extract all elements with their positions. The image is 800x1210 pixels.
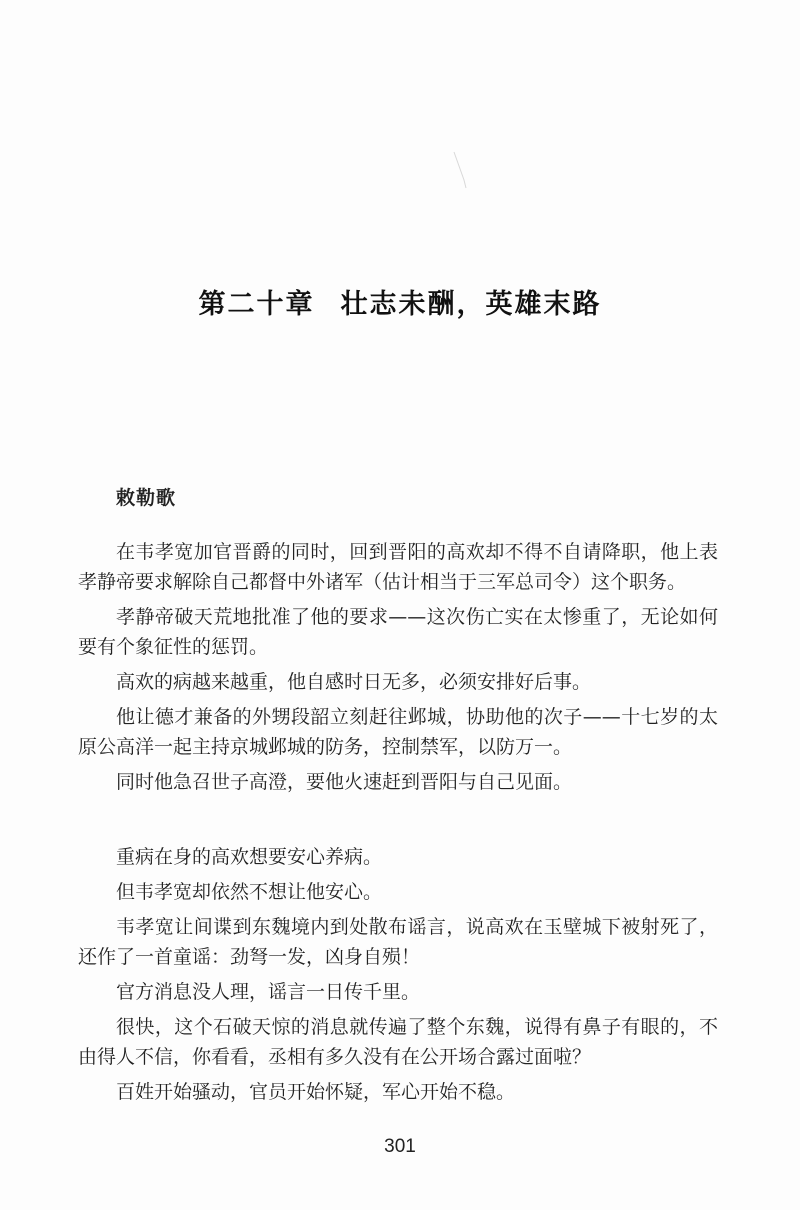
chapter-title xyxy=(0,282,800,321)
paragraph: 官方消息没人理，谣言一日传千里。 xyxy=(116,981,421,1003)
paragraph: 高欢的病越来越重，他自感时日无多，必须安排好后事。 xyxy=(116,671,592,693)
paragraph: 重病在身的高欢想要安心养病。 xyxy=(116,846,383,868)
page-number: 301 xyxy=(384,1136,416,1157)
paragraph: 同时他急召世子高澄，要他火速赶到晋阳与自己见面。 xyxy=(116,771,573,793)
chapter-number: 第二十章 xyxy=(198,289,315,320)
body-text-block-2 xyxy=(78,842,718,1112)
paragraph: 他让德才兼备的外甥段韶立刻赶往邺城，协助他的次子——十七岁的太原公高洋一起主持京城邺城的防务，控制禁军，以防万一。 xyxy=(78,706,718,758)
paragraph: 韦孝宽让间谍到东魏境内到处散布谣言，说高欢在玉壁城下被射死了，还作了一首童谣：劲弩一发，凶身自殒！ xyxy=(78,916,718,968)
paragraph: 孝静帝破天荒地批准了他的要求——这次伤亡实在太惨重了，无论如何要有个象征性的惩罚。 xyxy=(78,606,718,658)
scan-artifact-mark xyxy=(452,150,474,190)
paragraph: 但韦孝宽却依然不想让他安心。 xyxy=(116,881,383,903)
section-heading: 敕勒歌 xyxy=(116,487,177,509)
paragraph: 百姓开始骚动，官员开始怀疑，军心开始不稳。 xyxy=(116,1081,516,1103)
body-text-block-1 xyxy=(78,537,718,802)
paragraph: 很快，这个石破天惊的消息就传遍了整个东魏，说得有鼻子有眼的，不由得人不信，你看看，丞相有多久没有在公开场合露过面啦？ xyxy=(78,1016,718,1068)
chapter-name: 壮志未酬，英雄末路 xyxy=(340,289,602,320)
paragraph: 在韦孝宽加官晋爵的同时，回到晋阳的高欢却不得不自请降职，他上表孝静帝要求解除自己都督中外诸军（估计相当于三军总司令）这个职务。 xyxy=(78,541,718,593)
